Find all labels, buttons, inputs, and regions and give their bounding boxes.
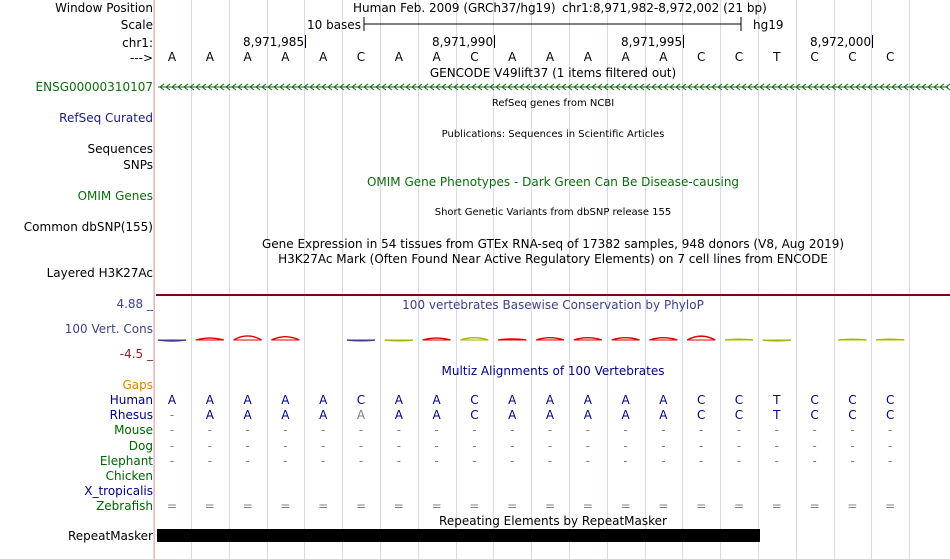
publications-track-title: Publications: Sequences in Scientific Articles — [441, 129, 665, 140]
scale-label: Scale — [120, 18, 153, 32]
cons-min-label: -4.5 _ — [119, 347, 153, 361]
aligned-base: - — [774, 439, 779, 453]
aligned-base: - — [245, 439, 250, 453]
aligned-base: - — [169, 454, 175, 468]
aligned-base: C — [810, 408, 819, 422]
aligned-base: = — [242, 499, 253, 513]
aligned-base: = — [318, 499, 329, 513]
aligned-base: - — [736, 423, 742, 437]
aligned-base: - — [699, 439, 704, 453]
aligned-base: - — [585, 423, 590, 437]
species-label[interactable]: X_tropicalis — [84, 484, 153, 498]
aligned-base: A — [545, 408, 555, 422]
aligned-base: - — [888, 423, 893, 437]
aligned-base: - — [169, 408, 175, 422]
aligned-base: - — [434, 454, 439, 468]
aligned-base: - — [321, 423, 326, 437]
aligned-base: - — [699, 423, 704, 437]
h3k27ac-track-title: H3K27Ac Mark (Often Found Near Active Regulatory Elements) on 7 cell lines from ENCODE — [278, 252, 828, 266]
aligned-base: - — [358, 423, 364, 437]
aligned-base: - — [812, 423, 817, 437]
aligned-base: - — [434, 439, 439, 453]
repeatmasker-track-title: Repeating Elements by RepeatMasker — [439, 514, 667, 528]
aligned-base: - — [169, 439, 175, 453]
position-tick-label: 8,971,985 — [243, 35, 305, 49]
aligned-base: - — [547, 454, 553, 468]
aligned-base: - — [283, 439, 288, 453]
aligned-base: = — [355, 499, 367, 513]
reference-base: A — [508, 50, 517, 64]
reference-base: A — [621, 50, 630, 64]
aligned-base: C — [356, 393, 366, 407]
aligned-base: = — [393, 499, 404, 513]
aligned-base: T — [773, 408, 781, 422]
vert-cons-label[interactable]: 100 Vert. Cons — [64, 322, 153, 336]
aligned-base: A — [205, 393, 214, 407]
aligned-base: - — [850, 439, 855, 453]
aligned-base: C — [696, 393, 706, 407]
aligned-base: - — [736, 439, 742, 453]
aligned-base: - — [510, 439, 515, 453]
aligned-base: - — [207, 439, 212, 453]
aligned-base: = — [166, 499, 178, 513]
gaps-label[interactable]: Gaps — [122, 378, 153, 392]
aligned-base: = — [620, 499, 631, 513]
aligned-base: T — [773, 393, 781, 407]
aligned-base: - — [661, 439, 666, 453]
aligned-base: - — [207, 454, 212, 468]
reference-base: A — [205, 50, 214, 64]
assembly-title: Human Feb. 2009 (GRCh37/hg19) — [353, 1, 556, 15]
aligned-base: A — [508, 408, 517, 422]
aligned-base: A — [356, 408, 366, 422]
aligned-base: = — [544, 499, 556, 513]
species-label[interactable]: Zebrafish — [96, 499, 153, 513]
aligned-base: A — [621, 408, 630, 422]
aligned-base: A — [319, 408, 328, 422]
aligned-base: - — [547, 423, 553, 437]
aligned-base: - — [812, 454, 817, 468]
refseq-curated-label[interactable]: RefSeq Curated — [59, 111, 153, 125]
gtex-track-title: Gene Expression in 54 tissues from GTEx RNA-seq of 17382 samples, 948 donors (V8, Aug 2019) — [261, 237, 845, 251]
aligned-base: - — [358, 454, 364, 468]
cons-max-label: 4.88 _ — [116, 297, 153, 311]
aligned-base: - — [661, 423, 666, 437]
aligned-base: A — [508, 393, 517, 407]
aligned-base: = — [507, 499, 518, 513]
reference-base: C — [885, 50, 895, 64]
aligned-base: C — [810, 393, 819, 407]
aligned-base: A — [659, 393, 668, 407]
aligned-base: A — [621, 393, 630, 407]
aligned-base: - — [169, 423, 175, 437]
aligned-base: - — [510, 423, 515, 437]
aligned-base: - — [699, 454, 704, 468]
snps-label[interactable]: SNPs — [123, 158, 153, 172]
aligned-base: - — [623, 454, 628, 468]
reference-base: A — [281, 50, 290, 64]
aligned-base: - — [623, 423, 628, 437]
aligned-base: - — [547, 439, 553, 453]
ensg-gene-label[interactable]: ENSG00000310107 — [35, 80, 153, 94]
species-label[interactable]: Mouse — [114, 423, 153, 437]
db-label: hg19 — [753, 18, 784, 32]
aligned-base: - — [283, 423, 288, 437]
reference-base: A — [659, 50, 668, 64]
aligned-base: - — [245, 423, 250, 437]
reference-base: A — [583, 50, 592, 64]
aligned-base: - — [321, 439, 326, 453]
aligned-base: A — [394, 393, 403, 407]
aligned-base: A — [583, 408, 592, 422]
aligned-base: C — [696, 408, 706, 422]
aligned-base: - — [888, 439, 893, 453]
aligned-base: - — [207, 423, 212, 437]
aligned-base: A — [432, 408, 441, 422]
aligned-base: - — [245, 454, 250, 468]
aligned-base: - — [472, 423, 477, 437]
aligned-base: C — [848, 408, 857, 422]
aligned-base: A — [281, 408, 290, 422]
aligned-base: - — [396, 439, 401, 453]
repeatmasker-label[interactable]: RepeatMasker — [67, 529, 153, 543]
aligned-base: - — [283, 454, 288, 468]
repeatmasker-element[interactable] — [157, 529, 760, 542]
strand-arrow-label[interactable]: ---> — [129, 51, 153, 65]
aligned-base: - — [321, 454, 326, 468]
reference-base: C — [470, 50, 479, 64]
reference-base: C — [810, 50, 819, 64]
aligned-base: - — [888, 454, 893, 468]
multiz-track-title: Multiz Alignments of 100 Vertebrates — [441, 364, 665, 378]
aligned-base: C — [734, 393, 744, 407]
aligned-base: = — [771, 499, 782, 513]
aligned-base: - — [472, 439, 477, 453]
omim-genes-label[interactable]: OMIM Genes — [77, 189, 153, 203]
chr-label: chr1: — [122, 36, 153, 50]
aligned-base: - — [434, 423, 439, 437]
reference-base: T — [773, 50, 781, 64]
dbsnp-track-title: Short Genetic Variants from dbSNP release 155 — [434, 207, 672, 218]
aligned-base: A — [243, 393, 252, 407]
aligned-base: - — [812, 439, 817, 453]
aligned-base: - — [585, 454, 590, 468]
aligned-base: A — [583, 393, 592, 407]
layered-h3k27ac-label[interactable]: Layered H3K27Ac — [46, 266, 153, 280]
aligned-base: C — [885, 408, 895, 422]
species-label[interactable]: Dog — [128, 439, 153, 453]
reference-base: A — [167, 50, 177, 64]
aligned-base: - — [736, 454, 742, 468]
phylop-score-mark — [234, 336, 262, 340]
position-tick-label: 8,972,000 — [810, 35, 872, 49]
aligned-base: A — [659, 408, 668, 422]
species-label[interactable]: Human — [109, 393, 153, 407]
reference-base: C — [848, 50, 857, 64]
aligned-base: - — [472, 454, 477, 468]
window-position-label: Window Position — [55, 1, 153, 15]
aligned-base: = — [469, 499, 480, 513]
aligned-base: - — [358, 439, 364, 453]
phylop-score-mark — [687, 336, 715, 340]
position-tick-label: 8,971,995 — [621, 35, 683, 49]
aligned-base: A — [319, 393, 328, 407]
aligned-base: = — [658, 499, 669, 513]
phylop-score-mark — [271, 337, 299, 340]
aligned-base: A — [281, 393, 290, 407]
position-tick-label: 8,971,990 — [432, 35, 494, 49]
aligned-base: A — [167, 393, 177, 407]
aligned-base: C — [885, 393, 895, 407]
species-label[interactable]: Chicken — [105, 469, 153, 483]
aligned-base: - — [585, 439, 590, 453]
aligned-base: - — [396, 454, 401, 468]
reference-base: A — [243, 50, 252, 64]
aligned-base: - — [623, 439, 628, 453]
aligned-base: C — [470, 393, 479, 407]
reference-base: C — [734, 50, 744, 64]
aligned-base: = — [809, 499, 820, 513]
scale-text: 10 bases — [307, 18, 361, 32]
reference-base: C — [356, 50, 366, 64]
aligned-base: - — [850, 423, 855, 437]
aligned-base: C — [470, 408, 479, 422]
aligned-base: A — [243, 408, 252, 422]
common-dbsnp-label[interactable]: Common dbSNP(155) — [23, 220, 153, 234]
reference-base: A — [432, 50, 441, 64]
aligned-base: - — [661, 454, 666, 468]
aligned-base: = — [885, 499, 896, 513]
omim-track-title: OMIM Gene Phenotypes - Dark Green Can Be Disease-causing — [366, 175, 740, 189]
aligned-base: A — [545, 393, 555, 407]
species-label[interactable]: Rhesus — [109, 408, 153, 422]
aligned-base: - — [850, 454, 855, 468]
refseq-track-title: RefSeq genes from NCBI — [491, 98, 615, 109]
aligned-base: = — [696, 499, 707, 513]
aligned-base: = — [847, 499, 858, 513]
aligned-base: = — [733, 499, 745, 513]
aligned-base: - — [396, 423, 401, 437]
aligned-base: A — [205, 408, 214, 422]
aligned-base: C — [848, 393, 857, 407]
aligned-base: = — [280, 499, 291, 513]
aligned-base: - — [774, 423, 779, 437]
aligned-base: - — [774, 454, 779, 468]
aligned-base: A — [432, 393, 441, 407]
sequences-label[interactable]: Sequences — [87, 142, 153, 156]
reference-base: A — [394, 50, 403, 64]
aligned-base: - — [510, 454, 515, 468]
aligned-base: = — [582, 499, 593, 513]
species-label[interactable]: Elephant — [99, 454, 153, 468]
aligned-base: C — [734, 408, 744, 422]
reference-base: A — [319, 50, 328, 64]
reference-base: A — [545, 50, 555, 64]
aligned-base: A — [394, 408, 403, 422]
gencode-track-title: GENCODE V49lift37 (1 items filtered out) — [429, 66, 677, 80]
position-title: chr1:8,971,982-8,972,002 (21 bp) — [562, 1, 767, 15]
phylop-track-title: 100 vertebrates Basewise Conservation by PhyloP — [402, 298, 704, 312]
reference-base: C — [696, 50, 706, 64]
aligned-base: = — [204, 499, 215, 513]
aligned-base: = — [431, 499, 442, 513]
